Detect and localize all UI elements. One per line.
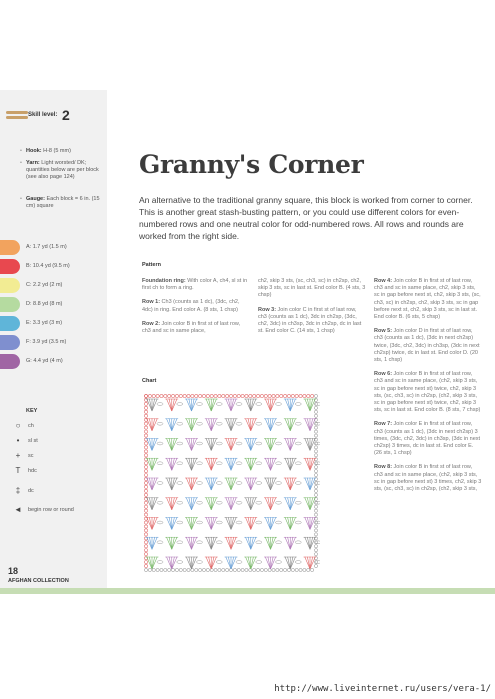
color-row [0, 295, 107, 314]
pattern-heading: Pattern [142, 262, 161, 268]
page-title: Granny's Corner [139, 150, 364, 179]
footer-green-bar [0, 588, 495, 594]
key-item [12, 505, 107, 519]
bullet-icon: • [20, 160, 22, 166]
key-item [12, 436, 107, 450]
bullet-icon: • [20, 196, 22, 202]
color-swatch [0, 297, 20, 312]
color-row [0, 238, 107, 257]
color-label: C: 2.2 yd (2 m) [26, 282, 63, 288]
color-label: F: 3.9 yd (3.5 m) [26, 339, 67, 345]
key-label: begin row or round [28, 507, 74, 513]
pattern-column-1 [142, 278, 250, 342]
key-item [12, 486, 107, 500]
key-label: hdc [28, 468, 37, 474]
pattern-row-text: Foundation ring: With color A, ch4, sl st in first ch to form a ring. [142, 278, 248, 292]
color-list [0, 238, 107, 371]
pattern-row-text: Row 7: Join color E in first st of last row, ch3 (counts as 1 dc), (3dc in next ch2sp) 3 times, (3dc, ch2, 3dc) in ch3sp, (3dc in next ch2sp) 3 times, dc in last st. End color E. (26 sts, 1 chsp) [374, 421, 481, 457]
color-row [0, 333, 107, 352]
stitch-symbol-icon: ○ [15, 421, 21, 430]
watermark-url: http://www.liveinternet.ru/users/vera-1/ [274, 684, 491, 694]
chart-heading: Chart [142, 378, 157, 384]
skill-level-label: Skill level: [28, 112, 58, 118]
stitch-symbol-icon: • [16, 436, 20, 445]
key-item [12, 466, 107, 480]
pattern-row-text: Row 8: Join color B in first st of last row, ch3 and sc in same place, (ch2, skip 3 sts, sc in gap before next st) 3 times, ch2, skip 3 sts, (sc, ch3, sc) in ch2sp, (ch2, skip 3 sts, [374, 464, 482, 493]
color-swatch [0, 240, 20, 255]
pattern-row-text: Row 3: Join color C in first st of last row, ch3 (counts as 1 dc), 3dc in ch2sp, (3dc, ch2, 3dc) in ch3sp, 3dc in ch2sp, dc in last st. End color C. (14 sts, 1 chsp) [258, 306, 362, 335]
color-swatch [0, 316, 20, 331]
color-swatch [0, 354, 20, 369]
color-swatch [0, 278, 20, 293]
stitch-symbol-icon: ‡ [15, 486, 21, 495]
color-label: A: 1.7 yd (1.5 m) [26, 244, 67, 250]
color-label: B: 10.4 yd (9.5 m) [26, 263, 70, 269]
color-row [0, 276, 107, 295]
crochet-hook-icon [6, 111, 28, 123]
stitch-symbol-icon: ◄ [14, 505, 22, 514]
spec-hook: • Hook: H-8 (5 mm) [20, 148, 71, 154]
skill-level-value: 2 [62, 107, 70, 123]
crochet-chart [142, 392, 320, 574]
stitch-symbol-icon: T [15, 466, 21, 475]
color-swatch [0, 259, 20, 274]
color-label: G: 4.4 yd (4 m) [26, 358, 63, 364]
spec-gauge: • Gauge: Each block = 6 in. (15 cm) square [20, 196, 100, 209]
pattern-row-text: Row 4: Join color B in first st of last row, ch3 and sc in same place, ch2, skip 3 sts, sc in gap before next st, ch2, skip 3 sts, (sc, ch3, sc) in ch2sp, ch2, skip 3 sts, sc in gap before next st, ch2, skip 3 sts, sc in last st. End color B. (6 sts, 5 chsp) [374, 278, 481, 321]
skill-level [6, 108, 101, 128]
key-label: dc [28, 488, 34, 494]
pattern-row-text: ch2, skip 3 sts, (sc, ch3, sc) in ch2sp, ch2, skip 3 sts, sc in last st. End color B. (4 sts, 3 chsp) [258, 278, 366, 299]
color-row [0, 314, 107, 333]
stitch-symbol-icon: + [15, 451, 21, 460]
pattern-row-text: Row 6: Join color B in first st of last row, ch3 and sc in same place, (ch2, skip 3 sts, sc in gap before next st) twice, ch2, skip 3 sts, (sc, ch3, sc) in ch2sp, (ch2, skip 3 sts, sc in gap before next st) twice, ch2, skip 3 sts, sc in last st. End color B. (8 sts, 7 chsp) [374, 371, 481, 414]
pattern-row-text: Row 2: Join color B in first st of last row, ch3 and sc in same place, [142, 320, 241, 335]
key-title: KEY [26, 408, 38, 414]
pattern-row-text: Row 5: Join color D in first st of last row, ch3 (counts as 1 dc), (3dc in next ch2sp) twice, (3dc, ch2, 3dc) in ch3sp, (3dc in next ch2sp) twice, dc in last st. End color D. (20 sts, 1 chsp) [374, 328, 480, 364]
key-label: sl st [28, 438, 38, 444]
color-label: E: 3.3 yd (3 m) [26, 320, 63, 326]
page-number: 18 [8, 566, 19, 576]
pattern-column-3 [374, 278, 482, 500]
bullet-icon: • [20, 148, 22, 154]
color-row [0, 257, 107, 276]
color-row [0, 352, 107, 371]
color-label: D: 8.8 yd (8 m) [26, 301, 63, 307]
footer-label: AFGHAN COLLECTION [8, 578, 69, 584]
key-item [12, 421, 107, 435]
key-item [12, 451, 107, 465]
intro-text: An alternative to the traditional granny square, this block is worked from corner to corner. This is another great stash-busting pattern, or you could use different colors for even-numbered rows and one neutral color for odd-numbered rows. All rows and rounds are worked from the right side. [139, 195, 473, 241]
key-label: ch [28, 423, 34, 429]
key-label: sc [28, 453, 34, 459]
pattern-row-text: Row 1: Ch3 (counts as 1 dc), (3dc, ch2, 4dc) in ring. End color A. (8 sts, 1 chsp) [142, 299, 240, 313]
color-swatch [0, 335, 20, 350]
pattern-column-2 [258, 278, 366, 342]
spec-yarn: • Yarn: Light worsted/ DK; quantities below are per block (see also page 124) [20, 160, 99, 180]
